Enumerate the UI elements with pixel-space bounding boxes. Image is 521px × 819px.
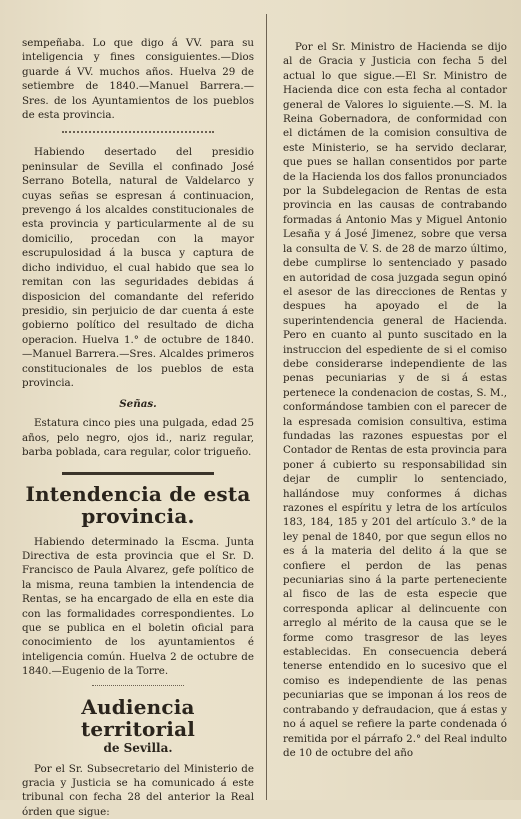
senas-heading: Señas. — [119, 398, 157, 411]
paragraph-deserter-notice: Habiendo desertado del presidio peninsular de Sevilla el confinado José Serrano Botella, natural de Valdelarco y cuyas señas se espresan á continuacion, prevengo á los alcaldes constitucionales de esta provincia y particularmente al de su domicilio, procedan con la mayor escrupulosidad á la busca y captura de dicho individuo, el cual habido que sea lo remitan con las seguridades debidas á disposicion del comandante del referido presidio, sin perjuicio de dar cuenta á este gobierno político del resultado de dicha operacion. Huelva 1.° de octubre de 1840.—Manuel Barrera.—Sres. Alcaldes primeros constitucionales de los pueblos de esta provincia. — [22, 146, 254, 389]
paragraph-intendencia: Habiendo determinado la Escma. Junta Directiva de esta provincia que el Sr. D. Francisco de Paula Alvarez, gefe político de la misma, reuna tambien la intendencia de Rentas, se ha encargado de ella en este dia con las formalidades correspondientes. Lo que se publica en el boletin oficial para conocimiento de los ayuntamientos é inteligencia común. Huelva 2 de octubre de 1840.—Eugenio de la Torre. — [22, 535, 254, 678]
right-column — [283, 0, 507, 800]
paragraph-audiencia: Por el Sr. Subsecretario del Ministerio de gracia y Justicia se ha comunicado á este tribunal con fecha 28 del anterior la Real órden que sigue: — [22, 762, 254, 818]
section-subheading-sevilla: de Sevilla. — [103, 740, 173, 755]
thick-separator — [62, 472, 214, 475]
paragraph-ministerio: Por el Sr. Ministro de Hacienda se dijo al de Gracia y Justicia con fecha 5 del actual lo que sigue.—El Sr. Ministro de Hacienda dice con esta fecha al contador general de Valores lo siguiente.—S. M. la Reina Gobernadora, de conformidad con el dictámen de la comision consultiva de este Ministerio, se ha servido declarar, que pues se hallan consentidos por parte de la Hacienda los dos fallos pronunciados por la Subdelegacion de Rentas de esta provincia en las causas de contrabando formadas á Antonio Mas y Miguel Antonio Lesaña y á José Jimenez, sobre que versa la consulta de V. S. de 28 de marzo último, debe cumplirse lo sentenciado y pasado en autoridad de cosa juzgada segun opinó el asesor de las direcciones de Rentas y despues ha apoyado el de la superintendencia general de Hacienda. Pero en cuanto al punto suscitado en la instruccion del espediente de si el comiso debe considerarse independiente de las penas pecuniarias y de si á estas pertenece la condenacion de costas, S. M., conformándose tambien con el parecer de la espresada comision consultiva, estima fundadas las razones espuestas por el Contador de Rentas de esta provincia para poner á cubierto su responsabilidad sin dejar de cumplir lo sentenciado, hallándose muy conformes á dichas razones el espíritu y letra de los artículos 183, 184, 185 y 201 del artículo 3.° de la ley penal de 1840, por que segun ellos no es á la materia del delito á la que se confiere el perdon de las penas pecuniarias sino á la parte perteneciente al fisco de las de esta especie que corresponda aplicar al delincuente con arreglo al mérito de la causa que se le forme como trasgresor de las leyes establecidas. En consecuencia deberá tenerse entendido en lo sucesivo que el comiso es independiente de las penas pecuniarias que se imponan á los reos de contrabando y defraudacion, que á estas y no á aquel se refiere la parte condenada ó remitida por el párrafo 2.° del Real indulto de 10 de octubre del año — [283, 41, 507, 759]
paragraph-continuation: sempeñaba. Lo que digo á VV. para su inteligencia y fines consiguientes.—Dios guarde á VV. muchos años. Huelva 29 de setiembre de 1840.—Manuel Barrera.—Sres. de los Ayuntamientos de los pueblos de esta provincia. — [22, 37, 254, 122]
small-separator — [92, 685, 184, 686]
paragraph-description: Estatura cinco pies una pulgada, edad 25 años, pelo negro, ojos id., nariz regular, barba poblada, cara regular, color trigueño. — [22, 417, 254, 459]
left-column — [22, 0, 254, 818]
section-heading-audiencia: Audiencia territorial — [80, 694, 196, 741]
section-heading-intendencia: Intendencia de esta provincia. — [25, 481, 251, 528]
column-rule — [266, 14, 267, 800]
dotted-separator — [62, 131, 214, 133]
